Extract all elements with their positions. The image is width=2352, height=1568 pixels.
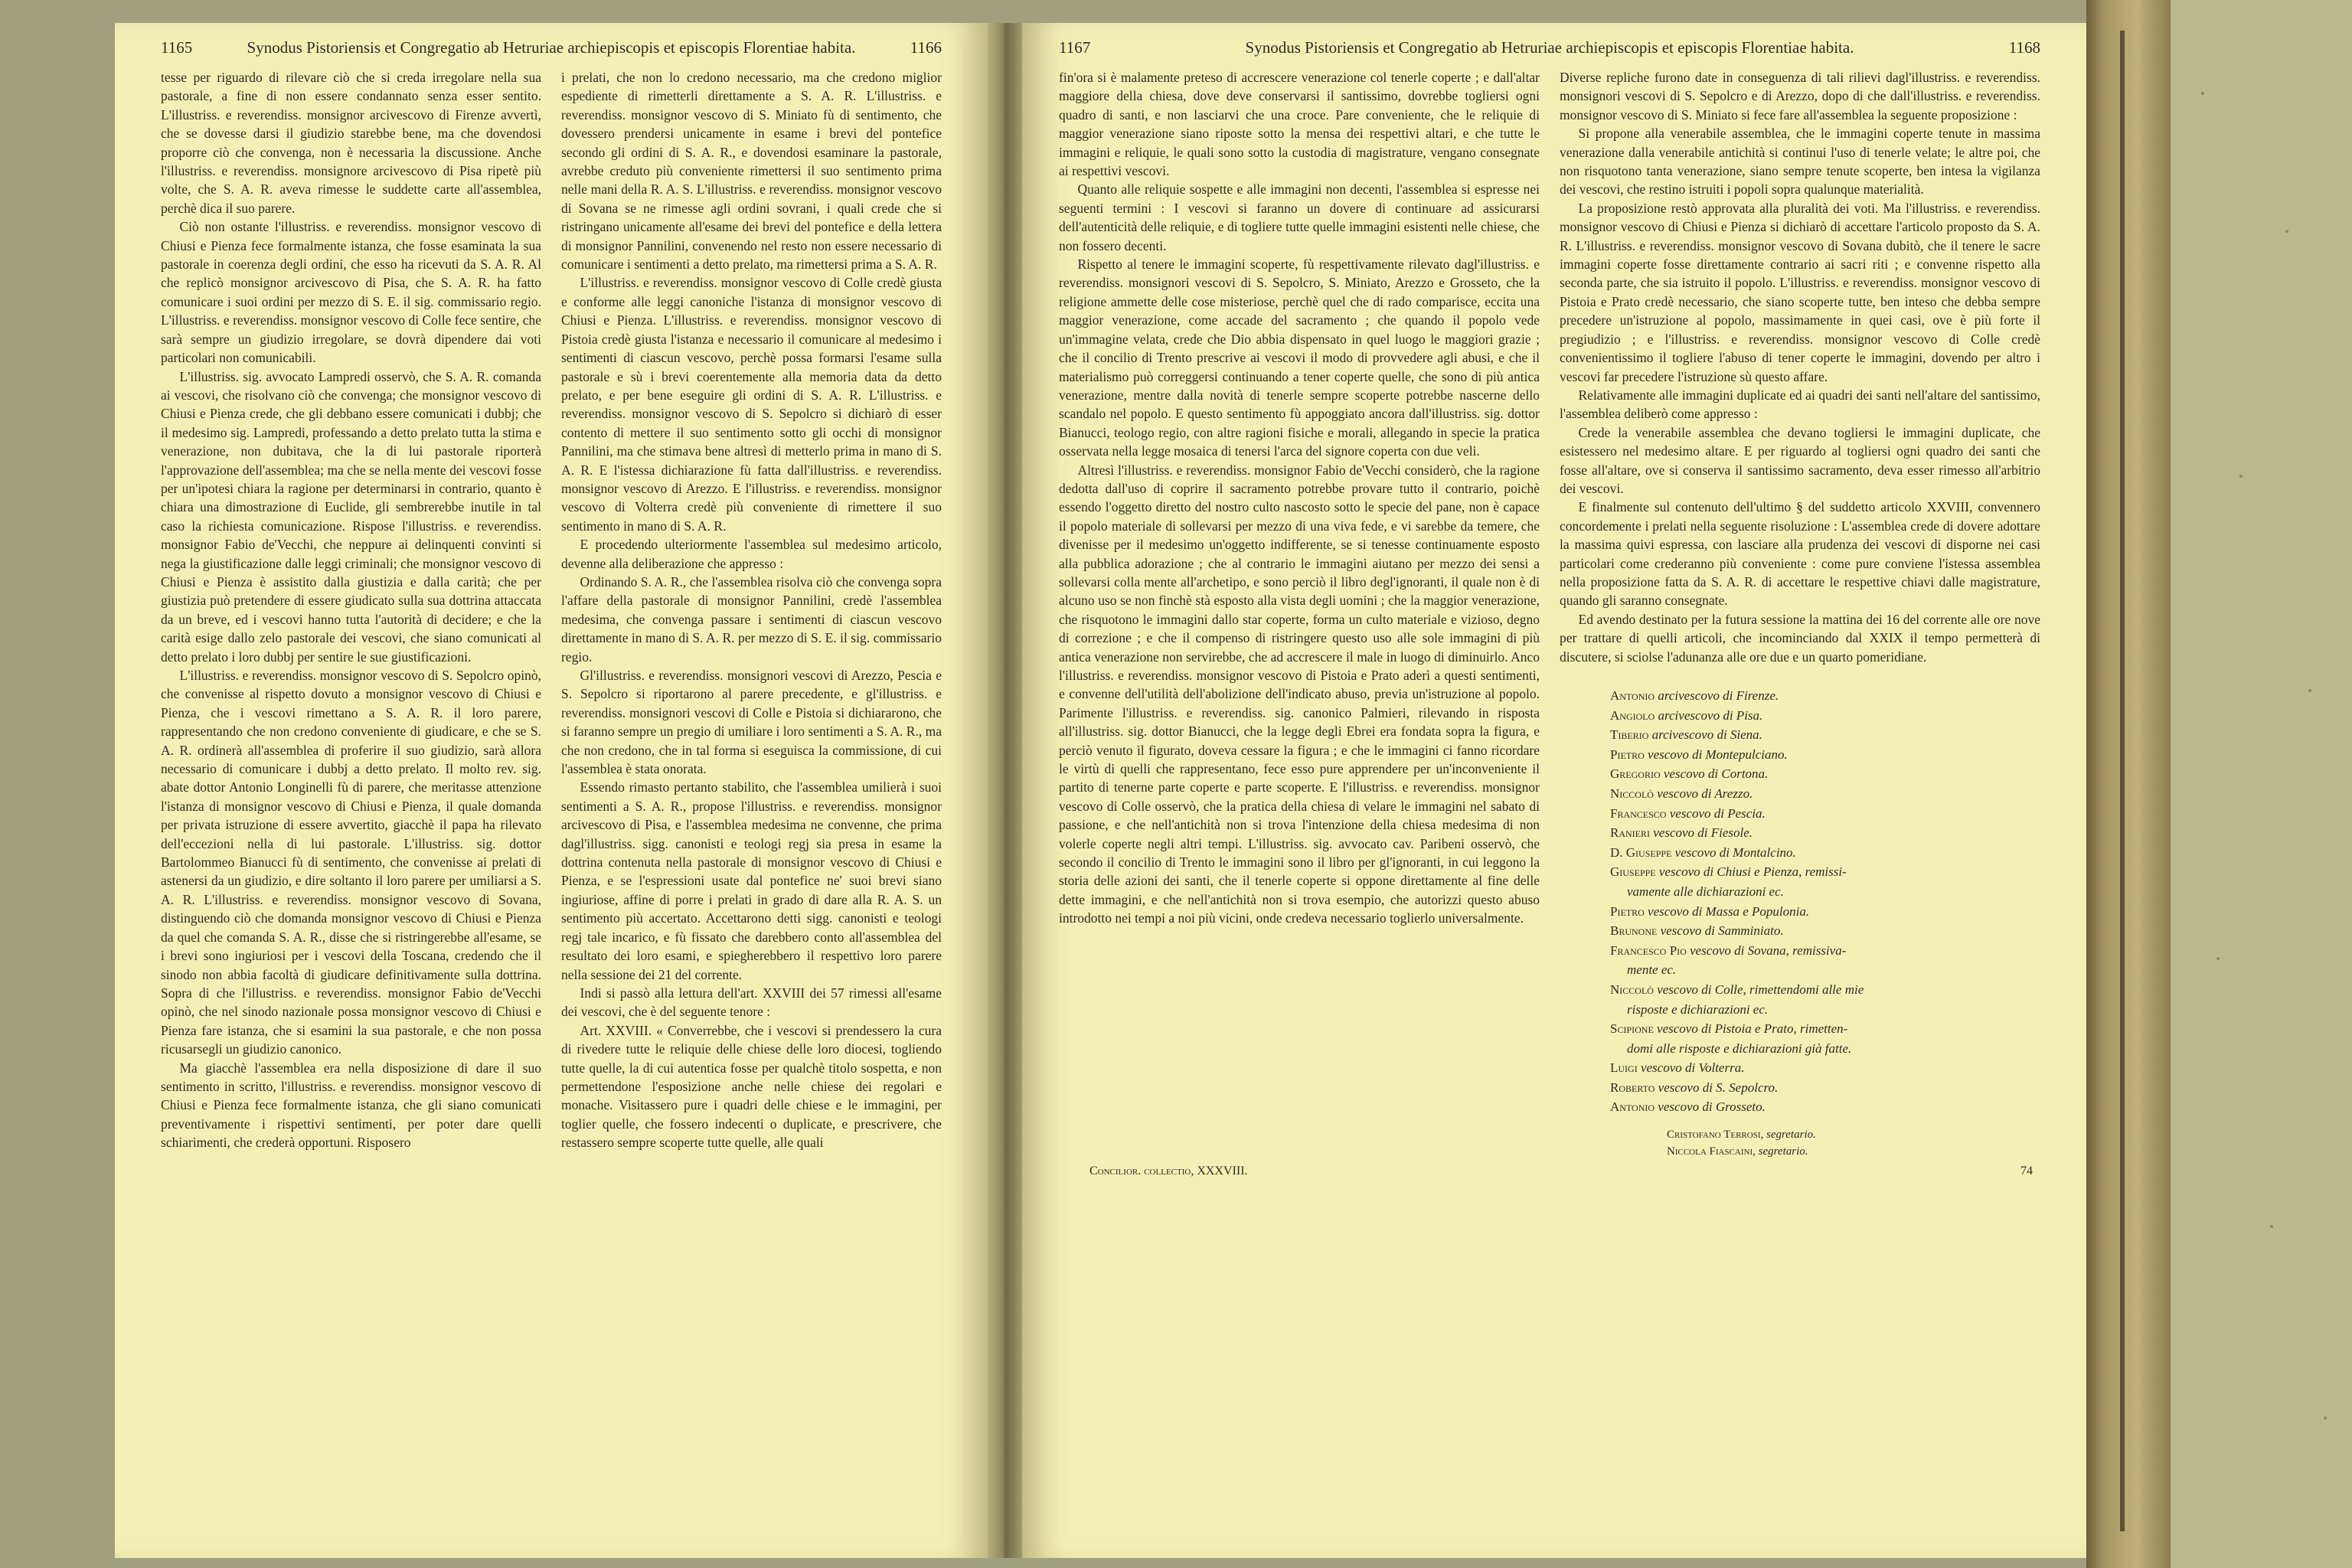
signature — [1610, 784, 2040, 804]
column-2 — [561, 68, 942, 1152]
header-page-number-left: 1165 — [161, 38, 193, 57]
paragraph: fin'ora si è malamente preteso di accrescere venerazione col tenerle coperte ; e dall'altar maggiore della chiesa, dove deve conservarsi il santissimo, dovrebbe togliersi ogni quadro di santi, e non lasciarvi che una croce. Pare conveniente, che le reliquie di maggior venerazione siano riposte sotto la mensa dei respettivi altari, e che tutte le immagini e reliquie, le quali sono sotto la custodia di magistrature, vengano consegnate ai respettivi vescovi. — [1059, 70, 1540, 179]
paragraph: Essendo rimasto pertanto stabilito, che l'assemblea umilierà i suoi sentimenti a S. A. R., propose l'illustriss. e reverendiss. monsignor arcivescovo di Pisa, e l'assemblea medesima ne convenne, che prima dagl'illustriss. sigg. canonisti e teologi regj sia presa in esame la dottrina contenuta nella pastorale di monsignor vescovo di Chiusi e Pienza, e se l'espressioni usate dal pontefice ne' suoi brevi siano ingiuriose, affine di porre i prelati in grado di dare alla R. A. S. un sentimento più accertato. Accettarono detti sigg. canonisti e teologi regj tale incarico, e fù fissato che darebbero conto all'assemblea del resultato dei loro esami, e spiegherebbero il respettivo loro parere nella sessione dei 21 del corrente. — [561, 779, 942, 982]
signer-role: arcivescovo di Siena. — [1651, 727, 1762, 743]
signer-name: D. Giuseppe — [1610, 844, 1672, 860]
signer-name: Antonio — [1610, 688, 1655, 703]
signer-name: Scipione — [1610, 1021, 1654, 1037]
signer-role-continued: mente ec. — [1627, 962, 1677, 978]
secretary-role: segretario. — [1758, 1145, 1808, 1158]
signer-name: Antonio — [1610, 1099, 1655, 1115]
signer-role: vescovo di S. Sepolcro. — [1658, 1080, 1779, 1095]
binding-edge — [2120, 31, 2125, 1531]
paragraph: Indi si passò alla lettura dell'art. XXVIII dei 57 rimessi all'esame dei vescovi, che è del seguente tenore : — [561, 985, 942, 1020]
signer-role: vescovo di Sovana, remissiva- — [1690, 942, 1847, 958]
paragraph: Crede la venerabile assemblea che devano togliersi le immagini duplicate, che esistessero nel medesimo altare. E per riguardo al togliersi ogni quadro dei santi che fosse all'altare, ove si conserva il santissimo sacramento, deva esser rimesso all'arbitrio dei vescovi. — [1560, 424, 2040, 496]
paragraph: La proposizione restò approvata alla pluralità dei voti. Ma l'illustriss. e reverendiss. monsignor vescovo di Chiusi e Pienza si dichiarò di accettare l'articolo proposto da S. A. R. L'illustriss. e reverendiss. monsignor vescovo di Sovana dubitò, che il tenere le sacre immagini coperte fosse direttamente contrario ai sacri riti ; e convenne rispetto alla seconda parte, che sia istruito il popolo. L'illustriss. e reverendiss. monsignor vescovo di Pistoia e Prato credè necessario, che siano scoperte tutte, ben inteso che debba sempre precedere un'istruzione al popolo, massimamente in quei casi, ove è più forte il pregiudizio ; e l'illustriss. e reverendiss. monsignor vescovo di Colle credè convenientissimo il togliere l'abuso di tener coperte le immagini, dovendo per altro i vescovi far precedere l'istruzione sù questo affare. — [1560, 200, 2040, 384]
signer-role: arcivescovo di Pisa. — [1658, 707, 1763, 723]
paragraph: Quanto alle reliquie sospette e alle immagini non decenti, l'assemblea si espresse nei seguenti termini : I vescovi si faranno un dovere di continuare ad assicurarsi dell'autenticità delle reliquie, e di togliere tutte quelle immagini esistenti nelle chiese, che non fossero decenti. — [1059, 181, 1540, 253]
book-fore-edge — [2086, 0, 2171, 1568]
left-page — [115, 23, 988, 1558]
signer-role: vescovo di Fiesole. — [1653, 825, 1753, 841]
paragraph: L'illustriss. e reverendiss. monsignor vescovo di Colle credè giusta e conforme alle leggi canoniche l'istanza di monsignor vescovo di Chiusi e Pienza. L'illustriss. e reverendiss. monsignor vescovo di Pistoia credè giusta l'istanza e necessario il comunicare al medesimo i sentimenti di ciascun vescovo, perchè possa formarsi l'esame sulla pastorale e sù i brevi coerentemente alla memoria data da detto prelato, e per bene eseguire gli ordini di S. A. R. L'illustriss. e reverendiss. monsignor vescovo di S. Sepolcro si dichiarò di esser contento di mettere il suo sentimento sotto gli occhi di monsignor Pannilini, ma che stimava bene altresì di metterlo prima in mano di S. A. R. E l'istessa dichiarazione fù fatta dall'illustriss. e reverendiss. monsignor vescovo di Arezzo. E l'illustriss. e reverendiss. monsignor vescovo di Volterra credè più conveniente di rimettere il suo sentimento in mano di S. A. R. — [561, 275, 942, 534]
signature — [1610, 843, 2040, 863]
signer-role-continued: vamente alle dichiarazioni ec. — [1627, 884, 1784, 899]
signer-name: Francesco — [1610, 805, 1667, 821]
text-columns — [161, 68, 942, 1152]
signer-role: vescovo di Arezzo. — [1657, 786, 1753, 801]
column-2 — [1560, 68, 2040, 1160]
paragraph: L'illustriss. sig. avvocato Lampredi osservò, che S. A. R. comanda ai vescovi, che risolvano ciò che convenga; che monsignor vescovo di Chiusi e Pienza crede, che gli debbano essere comunicati i dubbj; che il medesimo sig. Lampredi, professando a detto prelato tutta la stima e venerazione, non dubitava, che la di lui pastorale riporterà l'approvazione dell'assemblea; ma che se nella mente dei vescovi fosse per un'ipotesi chiara la ragione per determinarsi in contrario, quanto è chiara una dimostrazione di Euclide, gli sembrerebbe inutile in tal caso la richiesta comunicazione. Rispose l'illustriss. e reverendiss. monsignor Fabio de'Vecchi, che neppure ai delinquenti convinti si nega la giustificazione dalle leggi criminali; che monsignor vescovo di Chiusi e Pienza è assistito dalla giustizia e dalla carità; che per giustizia può pretendere di essere giudicato sulla sua dottrina attaccata da un breve, ed i vescovi hanno tutta l'autorità di decidere; e che la carità esige dallo zelo pastorale dei vescovi, che siano comunicati al detto prelato i loro dubbj per sentire le sue giustificazioni. — [161, 368, 541, 665]
signature — [1610, 1019, 2040, 1058]
header-title: Synodus Pistoriensis et Congregatio ab Hetruriae archiepiscopis et episcopis Florentiae habita. — [247, 38, 856, 57]
secretary — [1667, 1143, 2040, 1160]
signer-role-continued: domi alle risposte e dichiarazioni già fatte. — [1627, 1040, 1852, 1056]
signer-name: Francesco Pio — [1610, 942, 1687, 958]
printer-signature-mark: Concilior. collectio, XXXVIII. — [1089, 1165, 1248, 1178]
signer-role: vescovo di Montepulciano. — [1648, 746, 1788, 762]
paragraph: Ma giacchè l'assemblea era nella disposizione di dare il suo sentimento in scritto, l'illustriss. e reverendiss. monsignor vescovo di Chiusi e Pienza fece formalmente istanza, che gli siano comunicati preventivamente i rispettivi sentimenti, per poter dare quelli schiarimenti, che crederà opportuni. Risposero — [161, 1060, 541, 1151]
paragraph: L'illustriss. e reverendiss. monsignor vescovo di S. Sepolcro opinò, che convenisse al rispetto dovuto a monsignor vescovo di Chiusi e Pienza, che i vescovi rimettano a S. A. R. il loro parere, rappresentando che non credono conveniente di giudicare, e che se S. A. R. ordinerà all'assemblea di proferire il suo giudizio, sarà allora necessario di comunicare i dubbj a detto prelato. Il molto rev. sig. abate dottor Antonio Longinelli fù di parere, che meritasse attenzione l'istanza di monsignor vescovo di Chiusi e Pienza, il quale domanda per privata istruzione di essere avvertito, giacchè il papa ha rilevato dell'eccezioni nella di lui pastorale. L'illustriss. sig. dottor Bartolommeo Bianucci fù di sentimento, che convenisse ai prelati di astenersi da un giudizio, e dire soltanto il loro parere per umiliarsi a S. A. R. L'illustriss. e reverendiss. monsignor vescovo di Sovana, distinguendo ciò che domanda monsignor vescovo di Chiusi e Pienza da quel che comanda S. A. R., disse che si ristringerebbe all'esame, se i brevi sono ingiuriosi per i vescovi della Toscana, credendo che il sinodo non abbia facoltà di giudicare definitivamente sulla dottrina. Sopra di che l'illustriss. e reverendiss. monsignor Fabio de'Vecchi opinò, che nel sinodo nazionale possa monsignor vescovo di Chiusi e Pienza fare istanza, che si esamini la sua pastorale, e che non possa ricusarsegli un giudizio canonico. — [161, 668, 541, 1057]
paragraph: Ed avendo destinato per la futura sessione la mattina dei 16 del corrente alle ore nove per trattare di quelli articoli, che incominciando dal XXIX il tempo permetterà di discutere, si sciolse l'adunanza alle ore due e un quarto pomeridiane. — [1560, 611, 2040, 665]
signature — [1610, 764, 2040, 784]
signer-role: arcivescovo di Firenze. — [1658, 688, 1779, 703]
signer-name: Niccolò — [1610, 786, 1654, 801]
header-page-number-right: 1166 — [910, 38, 942, 57]
signer-role: vescovo di Colle, rimettendomi alle mie — [1657, 982, 1864, 997]
paragraph: Ordinando S. A. R., che l'assemblea risolva ciò che convenga sopra l'affare della pastorale di monsignor Pannilini, credè l'assemblea medesima, che convenga passare i sentimenti di ciascun vescovo direttamente in mano di S. A. R. per mezzo di S. E. il sig. commissario regio. — [561, 573, 942, 665]
signature — [1610, 941, 2040, 980]
right-page — [1022, 23, 2086, 1558]
signer-role: vescovo di Pistoia e Prato, rimetten- — [1657, 1021, 1848, 1037]
paragraph: Art. XXVIII. « Converrebbe, che i vescovi si prendessero la cura di rivedere tutte le reliquie delle chiese delle loro diocesi, togliendo tutte quelle, la di cui autentica fosse per qualchè titolo sospetta, e non permettendone l'esposizione anche nelle chiese dei regolari e monache. Visitassero pure i quadri delle chiese e le immagini, per toglier quelle, che fossero indecenti o duplicate, e prescrivere, che restassero sempre scoperte tutte quelle, alle quali — [561, 1022, 942, 1151]
signer-name: Luigi — [1610, 1060, 1638, 1076]
signature — [1610, 686, 2040, 706]
paragraph: Ciò non ostante l'illustriss. e reverendiss. monsignor vescovo di Chiusi e Pienza fece formalmente istanza, che fosse esaminata la sua pastorale in coerenza degli ordini, che esso ha ricevuti da S. A. R. Al che replicò monsignor arcivescovo di Pisa, che S. A. R. ha fatto comunicare i suoi ordini per mezzo di S. E. il sig. commissario regio. L'illustriss. e reverendiss. monsignor vescovo di Colle fece sentire, che sarà sempre un giudizio irregolare, se dovrà dipendere dai voti particolari non comunicabili. — [161, 219, 541, 366]
signature — [1610, 1097, 2040, 1117]
text-columns — [1059, 68, 2040, 1160]
secretary — [1667, 1126, 2040, 1143]
signer-name: Tiberio — [1610, 727, 1649, 743]
signature — [1610, 902, 2040, 922]
signer-role-continued: risposte e dichiarazioni ec. — [1627, 1001, 1769, 1017]
paragraph: E finalmente sul contenuto dell'ultimo § del suddetto articolo XXVIII, convennero concordemente i prelati nella seguente risoluzione : L'assemblea crede di dovere adottare la massima quivi espressa, con lasciare alla prudenza dei vescovi di disporne nei casi particolari come crederanno più conveniente : come pure conviene l'istessa assemblea nella proposizione fatta da S. A. R. di accettare le respettive chiavi dalle magistrature, quando gli saranno consegnate. — [1560, 499, 2040, 609]
signer-name: Niccolò — [1610, 982, 1654, 997]
secretary-name: Cristofano Terrosi, — [1667, 1129, 1764, 1142]
signer-name: Ranieri — [1610, 825, 1650, 841]
column-1 — [1059, 68, 1540, 1160]
signature — [1610, 1058, 2040, 1078]
paragraph: E procedendo ulteriormente l'assemblea sul medesimo articolo, devenne alla deliberazione che appresso : — [561, 537, 942, 571]
paragraph: i prelati, che non lo credono necessario, ma che credono miglior espediente di rimetterli direttamente a S. A. R. L'illustriss. e reverendiss. monsignor vescovo di S. Miniato fù di sentimento, che dovessero prendersi unicamente in esame i brevi del pontefice secondo gli ordini di S. A. R., e dovendosi esaminare la pastorale, avrebbe creduto più conveniente rimettersi il suo sentimento prima nelle mani della R. A. S. L'illustriss. e reverendiss. monsignor vescovo di Sovana se ne rimesse agli ordini sovrani, i quali crede che si ristringano unicamente all'esame dei brevi del pontefice e della lettera di monsignor Pannilini, convenendo nel resto non essere necessario di comunicare i sentimenti a detto prelato, ma rimettersi prima a S. A. R. — [561, 70, 942, 273]
signature — [1610, 745, 2040, 765]
signature — [1610, 823, 2040, 843]
paragraph: Gl'illustriss. e reverendiss. monsignori vescovi di Arezzo, Pescia e S. Sepolcro si riportarono al parere precedente, e gl'illustriss. e reverendiss. monsignori vescovi di Colle e Pistoia si dichiararono, che si faranno sempre un pregio di umiliare i loro sentimenti a S. A. R., ma che non credono, che in tal forma si eseguisca la commissione, di cui l'assemblea è stata onorata. — [561, 668, 942, 777]
signer-name: Giuseppe — [1610, 864, 1656, 880]
signer-role: vescovo di Samminiato. — [1660, 923, 1784, 939]
signer-role: vescovo di Cortona. — [1663, 766, 1769, 782]
paragraph: Diverse repliche furono date in conseguenza di tali rilievi dagl'illustriss. e reverendiss. monsignori vescovi di S. Sepolcro e di Arezzo, dopo di che dall'illustriss. e reverendiss. monsignor vescovo di S. Miniato si fece fare all'assemblea la seguente proposizione : — [1560, 70, 2040, 122]
signer-name: Gregorio — [1610, 766, 1661, 782]
signer-name: Brunone — [1610, 923, 1658, 939]
signer-name: Roberto — [1610, 1080, 1655, 1095]
header-page-number-right: 1168 — [2008, 38, 2040, 57]
column-1 — [161, 68, 541, 1152]
background-card — [2171, 0, 2352, 1568]
signature — [1610, 706, 2040, 726]
secretary-role: segretario. — [1766, 1129, 1816, 1142]
signature — [1610, 1078, 2040, 1098]
signer-name: Angiolo — [1610, 707, 1655, 723]
paragraph: Rispetto al tenere le immagini scoperte, fù respettivamente rilevato dagl'illustriss. e reverendiss. monsignori vescovi di S. Sepolcro, S. Miniato, Arezzo e Grosseto, che la religione ammette delle cose misteriose, perchè quel che di rado comparisce, eccita una maggior venerazione, come accade del sacramento ; che quando il popolo vede un'immagine velata, crede che Dio abbia dispensato in quel luogo le maggiori grazie ; che il concilio di Trento prescrive ai vescovi il modo di provvedere agli abusi, e che il materialismo può correggersi continuando a tener coperte quelle, che sono di più antica venerazione, mentre dalla novità di tenerle sempre scoperte potrebbe nascerne dello scandalo nel popolo. E questo sentimento fù appoggiato ancora dall'illustriss. sig. dottor Bianucci, teologo regio, con altre ragioni fisiche e morali, allegando in specie la pratica osservata nella legge mosaica di tenersi l'arca del signore coperta con due veli. — [1059, 256, 1540, 459]
paragraph: Relativamente alle immagini duplicate ed ai quadri dei santi nell'altare del santissimo, l'assemblea deliberò come appresso : — [1560, 387, 2040, 422]
signer-role: vescovo di Chiusi e Pienza, remissi- — [1658, 864, 1847, 880]
signer-role: vescovo di Grosseto. — [1658, 1099, 1766, 1115]
signer-name: Pietro — [1610, 903, 1645, 919]
secretary-name: Niccola Fiascaini, — [1667, 1145, 1756, 1158]
running-header — [1059, 38, 2040, 57]
signature — [1610, 921, 2040, 941]
signature — [1610, 725, 2040, 745]
signature — [1610, 980, 2040, 1019]
paragraph: tesse per riguardo di rilevare ciò che si creda irregolare nella sua pastorale, a fine di non essere condannato senza esser sentito. L'illustriss. e reverendiss. monsignor arcivescovo di Firenze avvertì, che se dovesse darsi il giudizio starebbe bene, ma che dovendosi proporre ciò che convenga, non è necessaria la discussione. Anche l'illustriss. e reverendiss. monsignore arcivescovo di Pisa ripetè più volte, che S. A. R. aveva rimesse le suddette carte all'assemblea, perchè dica il suo parere. — [161, 70, 541, 216]
signer-role: vescovo di Volterra. — [1640, 1060, 1745, 1076]
running-header — [161, 38, 942, 57]
signer-role: vescovo di Pescia. — [1669, 805, 1766, 821]
paragraph: Altresì l'illustriss. e reverendiss. monsignor Fabio de'Vecchi considerò, che la ragione dedotta dall'uso di coprire il sacramento potrebbe provare tutto il contrario, poichè essendo l'oggetto diretto del nostro culto nascosto sotto le specie del pane, non è capace il popolo materiale di sollevarsi per mezzo di una viva fede, e vi sarebbe da temere, che divenisse per il medesimo un'oggetto indifferente, se si tenesse continuamente esposto alla pubblica adorazione ; che al contrario le immagini aiutano per mezzo dei sensi a sollevarsi colla mente all'archetipo, e sono perciò il libro degl'ignoranti, il quale non è di alcuno uso se non finchè stà esposto alla vista degli uomini ; che la maggior venerazione, che risquotono le immagini dallo star coperte, forma un culto materiale e vizioso, degno di correzione ; e che il compenso di ristringere questo uso alle sole immagini di più antica venerazione non servirebbe, che ad accrescere il male in luogo di diminuirlo. Anco l'illustriss. e reverendiss. monsignor vescovo di Pistoia e Prato aderì a questi sentimenti, e convenne dell'utilità dell'abolizione dell'indicato abuso, previa un'istruzione al popolo. Parimente l'illustriss. e reverendiss. sig. canonico Palmieri, rilevando in risposta all'illustriss. sig. dottor Bianucci, che la legge degli Ebrei era fondata sopra la figura, e perciò venuto il figurato, doveva cessare la figura ; e che le immagini ci fanno ricordare le virtù di quelli che rappresentano, fece esso pure apprendere per un'inconveniente il partito di tenerne parte coperte e parte scoperte. E l'illustriss. e reverendiss. monsignor vescovo di Colle osservò, che la pratica della chiesa di velare le immagini nel sabato di passione, e che nell'antichità non si trova l'intenzione della chiesa medesima di non volerle coperte negli altri tempi. L'illustriss. sig. avvocato cav. Paribeni osservò, che secondo il concilio di Trento le immagini sono il libro per gl'ignoranti, in cui leggono la storia delle azioni dei santi, che il tenerle coperte si oppone direttamente al fine delle dette immagini, e che nell'antichità non si trova esempio, che autorizzi questo abuso introdotto nei tempi a noi più vicini, onde credeva necessario toglierlo universalmente. — [1059, 462, 1540, 926]
secretaries — [1560, 1126, 2040, 1160]
signer-name: Pietro — [1610, 746, 1645, 762]
signature — [1610, 862, 2040, 901]
header-title: Synodus Pistoriensis et Congregatio ab Hetruriae archiepiscopis et episcopis Florentiae habita. — [1245, 38, 1854, 57]
paragraph: Si propone alla venerabile assemblea, che le immagini coperte tenute in massima venerazione dalla venerabile antichità si continui l'uso di tenerle velate; le altre poi, che non risquotono tanta venerazione, siano sempre tenute scoperte, ben intesa la vigilanza dei vescovi, che restino istruiti i popoli sopra qualunque materialità. — [1560, 126, 2040, 198]
header-page-number-left: 1167 — [1059, 38, 1091, 57]
signature-list — [1560, 686, 2040, 1117]
signature — [1610, 804, 2040, 824]
signer-role: vescovo di Montalcino. — [1674, 844, 1796, 860]
signer-role: vescovo di Massa e Populonia. — [1648, 903, 1810, 919]
page-footer — [1059, 1165, 2040, 1178]
gathering-number: 74 — [2020, 1165, 2033, 1178]
